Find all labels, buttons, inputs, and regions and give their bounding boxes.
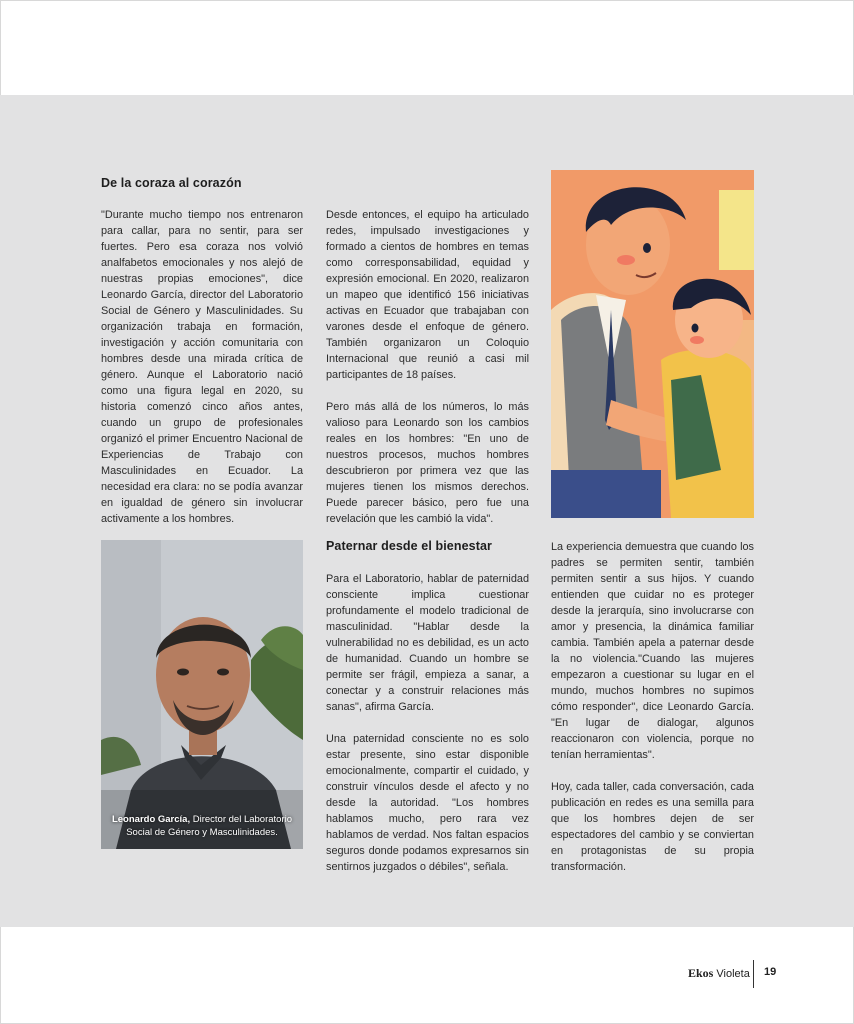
paragraph: Hoy, cada taller, cada conversación, cada publicación en redes es una semilla para que los hombres dejen de ser espectadores del cambio y se conviertan en protagonistas de su propia transformación. — [551, 781, 754, 873]
column-1 — [101, 207, 303, 543]
column-2-top — [326, 207, 529, 543]
section-title-paternar: Paternar desde el bienestar — [326, 539, 492, 553]
page-number: 19 — [764, 966, 777, 978]
paragraph: Para el Laboratorio, hablar de paternidad consciente implica cuestionar profundamente el modelo tradicional de masculinidad. "Hablar desde la vulnerabilidad no es debilidad, es un acto de humanidad. Cuando un hombre se permite ser frágil, empieza a sanar, a conectar y a construir relaciones más sanas", afirma García. — [326, 573, 529, 713]
paragraph: Una paternidad consciente no es solo estar presente, sino estar disponible emocionalmente, compartir el cuidado, y construir vínculos desde el afecto y no desde la autoridad. "Los hombres hablamos mucho, pero rara vez hablamos de verdad. Nos faltan espacios seguros donde podamos expresarnos sin sentirnos juzgados o débiles", señala. — [326, 733, 529, 873]
father-son-artwork — [551, 170, 754, 518]
column-3 — [551, 539, 754, 891]
caption-role: Director del Laboratorio Social de Género y Masculinidades. — [126, 814, 293, 838]
column-2-bottom — [326, 571, 529, 891]
caption-name: Leonardo García, — [111, 814, 191, 825]
father-son-illustration — [551, 170, 754, 518]
paragraph: La experiencia demuestra que cuando los padres se permiten sentir, también permiten sentir a sus hijos. Y cuando entienden que cuidar no es proteger desde la jerarquía, sino involucrarse con amor y presencia, la dinámica familiar cambia. También apela a paternar desde la no violencia."Cuando las mujeres empezaron a cuestionar su lugar en el mundo, muchos hombres no supimos cómo responder", dice Leonardo García. "En lugar de dialogar, algunos reaccionaron con violencia, porque no tenían herramientas". — [551, 541, 754, 761]
portrait-illustration — [101, 540, 303, 849]
photo-caption — [101, 813, 303, 839]
paragraph: Pero más allá de los números, lo más valioso para Leonardo son los cambios reales en los hombres: "En uno de nuestros procesos, muchos hombres descubrieron por primera vez que las mujeres tienen los mismos derechos. Puede parecer básico, pero fue una revelación que les cambió la vida". — [326, 401, 529, 525]
portrait-photo-leonardo-garcia — [101, 540, 303, 849]
footer-divider — [753, 960, 754, 988]
paragraph: "Durante mucho tiempo nos entrenaron para callar, para no sentir, para ser fuertes. Pero esa coraza nos volvió analfabetos emocionales y nos alejó de nuestras propias emociones", dice Leonardo García, director del Laboratorio Social de Género y Masculinidades. Su organización trabaja en formación, investigación y acción comunitaria con hombres desde una mirada crítica de género. Aunque el Laboratorio nació como una figura legal en 2020, su historia comenzó cinco años antes, cuando un grupo de profesionales organizó el primer Encuentro Nacional de Experiencias de Trabajo con Masculinidades en Ecuador. La necesidad era clara: no se podía avanzar en igualdad de género sin involucrar activamente a los hombres. — [101, 209, 303, 525]
magazine-brand — [688, 966, 750, 981]
paragraph: Desde entonces, el equipo ha articulado redes, impulsado investigaciones y formado a cientos de hombres en temas como corresponsabilidad, equidad y expresión emocional. En 2020, realizaron un mapeo que identificó 156 iniciativas activas en Ecuador que trabajaban con varones desde el enfoque de género. También organizaron un Coloquio Internacional que reunió a casi mil participantes de 18 países. — [326, 209, 529, 381]
brand-violeta: Violeta — [713, 968, 750, 980]
brand-ekos: Ekos — [688, 966, 714, 980]
section-title-coraza: De la coraza al corazón — [101, 176, 242, 190]
